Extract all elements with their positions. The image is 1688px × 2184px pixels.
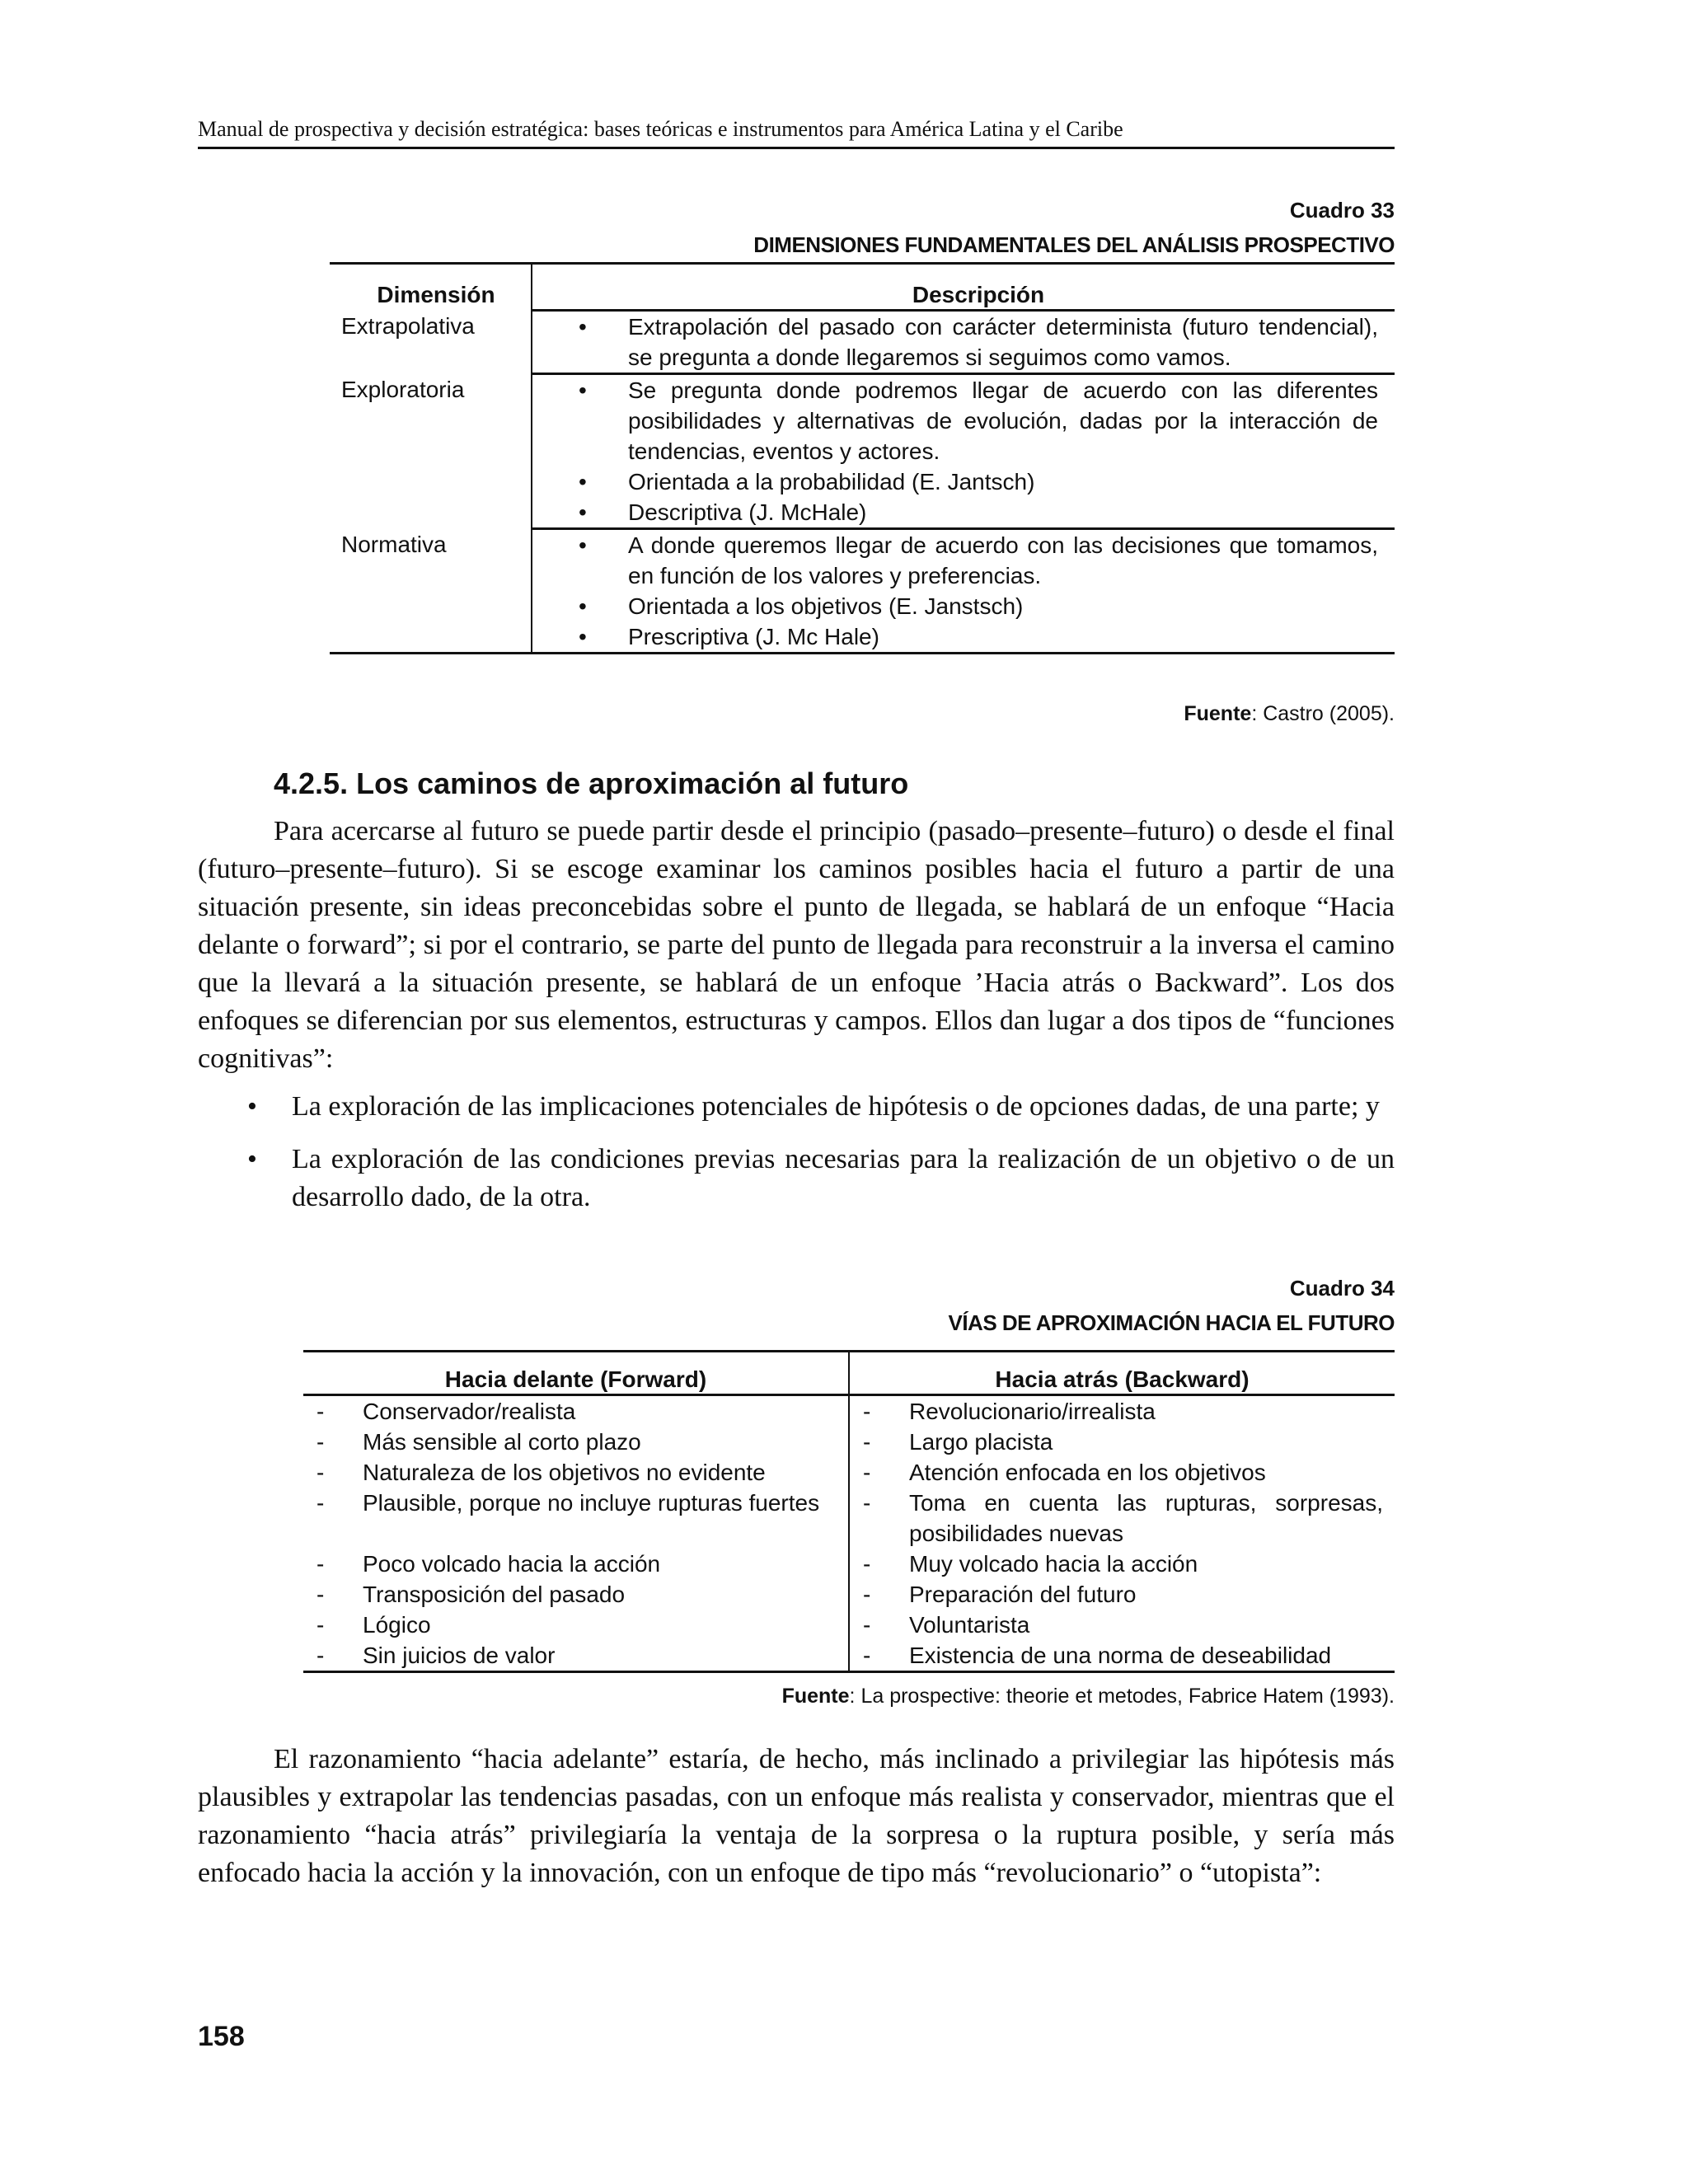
bullet-list — [247, 1088, 1395, 1216]
table33 — [330, 262, 1395, 654]
table33-description — [532, 311, 1395, 374]
table34-cell: - Preparación del futuro — [863, 1582, 1137, 1607]
table34 — [303, 1350, 1395, 1673]
backward-item: Largo placista — [909, 1429, 1053, 1455]
running-head: Manual de prospectiva y decisión estratégica: bases teóricas e instrumentos para América Latina y el Caribe — [198, 117, 1395, 149]
paragraph-2 — [198, 1741, 1395, 1892]
table33-source — [1184, 702, 1395, 726]
table34-row — [303, 1488, 1395, 1549]
table33-bullet-item: • Se pregunta donde podremos llegar de acuerdo con las diferentes posibilidades y alternativas de evolución, dadas por la interacción de tendencias, eventos y actores. — [579, 375, 1378, 466]
table34-cell: - Atención enfocada en los objetivos — [863, 1460, 1266, 1485]
table34-row — [303, 1640, 1395, 1672]
table34-row — [303, 1579, 1395, 1610]
table34-cell: - Largo placista — [863, 1429, 1053, 1455]
table33-bullet-item: • Prescriptiva (J. Mc Hale) — [579, 621, 1378, 652]
table34-cell: - Más sensible al corto plazo — [303, 1427, 849, 1457]
table33-row — [330, 311, 1395, 374]
table33-title: DIMENSIONES FUNDAMENTALES DEL ANÁLISIS PROSPECTIVO — [753, 232, 1395, 257]
table33-description — [532, 374, 1395, 529]
backward-item: Toma en cuenta las rupturas, sorpresas, posibilidades nuevas — [909, 1490, 1383, 1546]
source-label: Fuente — [1184, 702, 1252, 725]
table34-cell: - Plausible, porque no incluye rupturas fuertes — [303, 1488, 849, 1549]
table33-dimension: Exploratoria — [330, 374, 532, 529]
table34-cell: - Poco volcado hacia la acción — [303, 1549, 849, 1579]
table34-row — [303, 1610, 1395, 1640]
page-number: 158 — [198, 2021, 245, 2052]
table33-bullet-item: • Orientada a los objetivos (E. Janstsch) — [579, 591, 1378, 621]
backward-item: Atención enfocada en los objetivos — [909, 1460, 1266, 1485]
table33-row — [330, 529, 1395, 654]
table34-cell: - Existencia de una norma de deseabilidad — [863, 1643, 1332, 1668]
forward-item: Naturaleza de los objetivos no evidente — [363, 1460, 766, 1485]
forward-item: Más sensible al corto plazo — [363, 1429, 641, 1455]
table34-cell: - Toma en cuenta las rupturas, sorpresas, posibilidades nuevas — [863, 1490, 1383, 1546]
table34-header-row — [303, 1352, 1395, 1395]
table33-bullet-item: • Extrapolación del pasado con carácter determinista (futuro tendencial), se pregunta a donde llegaremos si seguimos como vamos. — [579, 312, 1378, 373]
backward-item: Existencia de una norma de deseabilidad — [909, 1643, 1332, 1668]
table34-row — [303, 1549, 1395, 1579]
forward-item: Lógico — [363, 1612, 431, 1638]
table33-dimension: Extrapolativa — [330, 311, 532, 374]
forward-item: Transposición del pasado — [363, 1582, 626, 1607]
backward-item: Voluntarista — [909, 1612, 1030, 1638]
table33-dimension: Normativa — [330, 529, 532, 654]
table34-cell: - Voluntarista — [863, 1612, 1030, 1638]
table34-cell: - Revolucionario/irrealista — [863, 1399, 1156, 1424]
section-heading: 4.2.5. Los caminos de aproximación al futuro — [274, 766, 909, 800]
forward-item: Sin juicios de valor — [363, 1643, 556, 1668]
table34-caption: Cuadro 34 — [1289, 1276, 1395, 1301]
forward-item: Plausible, porque no incluye rupturas fuertes — [363, 1490, 820, 1516]
forward-item: Conservador/realista — [363, 1399, 576, 1424]
table33-description — [532, 529, 1395, 654]
backward-item: Muy volcado hacia la acción — [909, 1551, 1198, 1577]
table33-caption: Cuadro 33 — [1289, 198, 1395, 223]
table34-row — [303, 1427, 1395, 1457]
table34-cell: - Muy volcado hacia la acción — [863, 1551, 1198, 1577]
table33-bullet-item: • Orientada a la probabilidad (E. Jantsch) — [579, 466, 1378, 497]
backward-item: Revolucionario/irrealista — [909, 1399, 1156, 1424]
table33-col2-header: Descripción — [532, 264, 1395, 311]
table34-source — [782, 1685, 1395, 1708]
table33-col1-header: Dimensión — [330, 264, 532, 311]
table34-cell: - Lógico — [303, 1610, 849, 1640]
bullet-list-item: • La exploración de las condiciones previas necesarias para la realización de un objetivo o de un desarrollo dado, de la otra. — [247, 1141, 1395, 1216]
table34-cell: - Transposición del pasado — [303, 1579, 849, 1610]
table34-row — [303, 1395, 1395, 1427]
table34-cell: - Conservador/realista — [303, 1395, 849, 1427]
table33-header-row — [330, 264, 1395, 311]
table34-col1-header: Hacia delante (Forward) — [303, 1352, 849, 1395]
table33-row — [330, 374, 1395, 529]
paragraph-1-text: Para acercarse al futuro se puede partir desde el principio (pasado–presente–futuro) o desde el final (futuro–presente–futuro). Si se escoge examinar los caminos posibles hacia el futuro a partir de una situación presente, sin ideas preconcebidas sobre el punto de llegada, se hablará de un enfoque “Hacia delante o forward”; si por el contrario, se parte del punto de llegada para reconstruir a la inversa el camino que la llevará a la situación presente, se hablará de un enfoque ’Hacia atrás o Backward”. Los dos enfoques se diferencian por sus elementos, estructuras y campos. Ellos dan lugar a dos tipos de “funciones cognitivas”: — [198, 816, 1395, 1074]
paragraph-2-text: El razonamiento “hacia adelante” estaría, de hecho, más inclinado a privilegiar las hipótesis más plausibles y extrapolar las tendencias pasadas, con un enfoque más realista y conservador, mientras que el razonamiento “hacia atrás” privilegiaría la ventaja de la sorpresa o la ruptura posible, y sería más enfocado hacia la acción y la innovación, con un enfoque de tipo más “revolucionario” o “utopista”: — [198, 1744, 1395, 1888]
source-text: : La prospective: theorie et metodes, Fabrice Hatem (1993). — [849, 1685, 1395, 1708]
bullet-list-item: • La exploración de las implicaciones potenciales de hipótesis o de opciones dadas, de una parte; y — [247, 1088, 1395, 1126]
source-text: : Castro (2005). — [1251, 702, 1395, 725]
table34-title: VÍAS DE APROXIMACIÓN HACIA EL FUTURO — [948, 1310, 1395, 1335]
table34-cell: - Naturaleza de los objetivos no evidente — [303, 1457, 849, 1488]
table33-bullet-item: • A donde queremos llegar de acuerdo con las decisiones que tomamos, en función de los valores y preferencias. — [579, 530, 1378, 591]
table34-col2-header: Hacia atrás (Backward) — [849, 1352, 1395, 1395]
table33-bullet-item: • Descriptiva (J. McHale) — [579, 497, 1378, 527]
backward-item: Preparación del futuro — [909, 1582, 1137, 1607]
table34-cell: - Sin juicios de valor — [303, 1640, 849, 1672]
source-label: Fuente — [781, 1685, 850, 1708]
table34-row — [303, 1457, 1395, 1488]
forward-item: Poco volcado hacia la acción — [363, 1551, 661, 1577]
paragraph-1 — [198, 813, 1395, 1078]
